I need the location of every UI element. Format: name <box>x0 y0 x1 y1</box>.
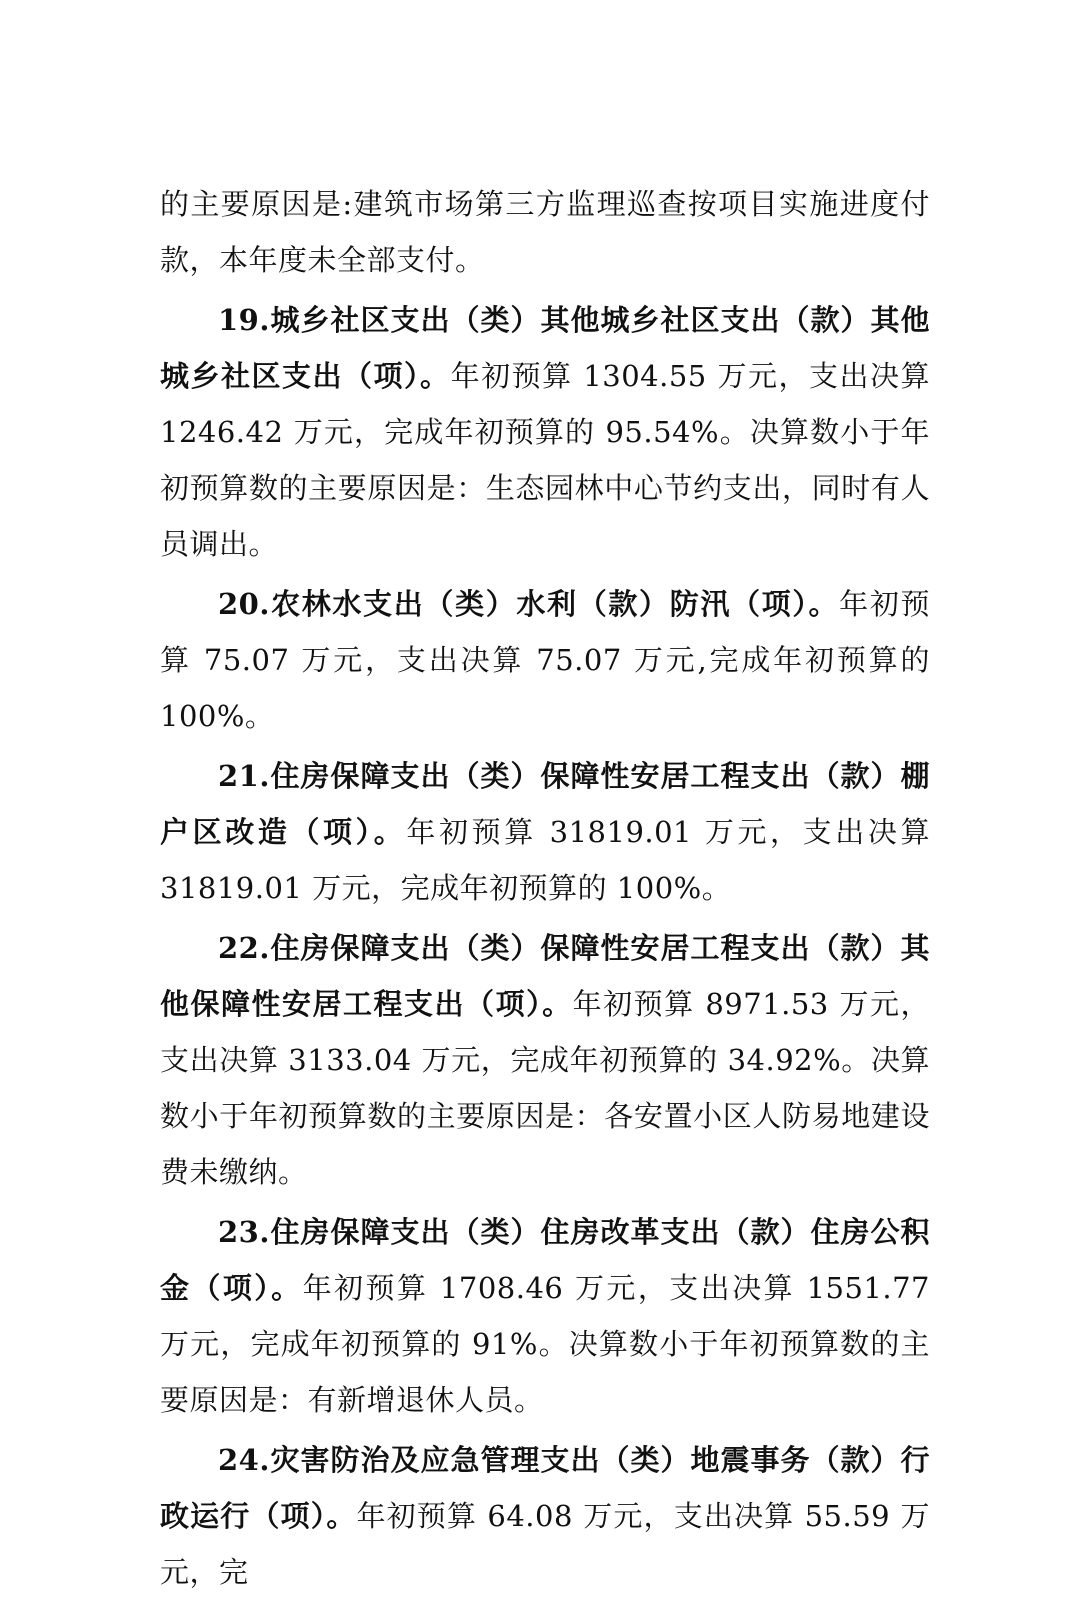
item-22-paragraph <box>160 920 930 1200</box>
document-page <box>160 176 930 1600</box>
item-22-heading: 22.住房保障支出（类）保障性安居工程支出（款）其他保障性安居工程支出（项）。 <box>160 931 930 1021</box>
item-23-paragraph <box>160 1204 930 1428</box>
item-20-body: 年初预算 75.07 万元，支出决算 75.07 万元,完成年初预算的 100%。 <box>160 587 930 733</box>
item-20-heading: 20.农林水支出（类）水利（款）防汛（项）。 <box>218 587 840 621</box>
item-23-body: 年初预算 1708.46 万元，支出决算 1551.77 万元，完成年初预算的 91%。决算数小于年初预算数的主要原因是：有新增退休人员。 <box>160 1271 930 1417</box>
item-24-heading: 24.灾害防治及应急管理支出（类）地震事务（款）行政运行（项）。 <box>160 1443 930 1533</box>
item-21-heading: 21.住房保障支出（类）保障性安居工程支出（款）棚户区改造（项）。 <box>160 759 930 849</box>
item-19-paragraph <box>160 292 930 572</box>
item-19-heading: 19.城乡社区支出（类）其他城乡社区支出（款）其他城乡社区支出（项）。 <box>160 303 930 393</box>
item-21-paragraph <box>160 748 930 916</box>
intro-paragraph: 的主要原因是:建筑市场第三方监理巡查按项目实施进度付款，本年度未全部支付。 <box>160 187 930 277</box>
item-24-paragraph <box>160 1432 930 1600</box>
item-23-heading: 23.住房保障支出（类）住房改革支出（款）住房公积金（项）。 <box>160 1215 930 1305</box>
item-20-paragraph <box>160 576 930 744</box>
item-24-body: 年初预算 64.08 万元，支出决算 55.59 万元，完 <box>160 1499 930 1589</box>
item-21-body: 年初预算 31819.01 万元，支出决算 31819.01 万元，完成年初预算的 100%。 <box>160 815 930 905</box>
item-19-body: 年初预算 1304.55 万元，支出决算 1246.42 万元，完成年初预算的 95.54%。决算数小于年初预算数的主要原因是：生态园林中心节约支出，同时有人员调出。 <box>160 359 930 561</box>
item-22-body: 年初预算 8971.53 万元，支出决算 3133.04 万元，完成年初预算的 34.92%。决算数小于年初预算数的主要原因是：各安置小区人防易地建设费未缴纳。 <box>160 987 930 1189</box>
